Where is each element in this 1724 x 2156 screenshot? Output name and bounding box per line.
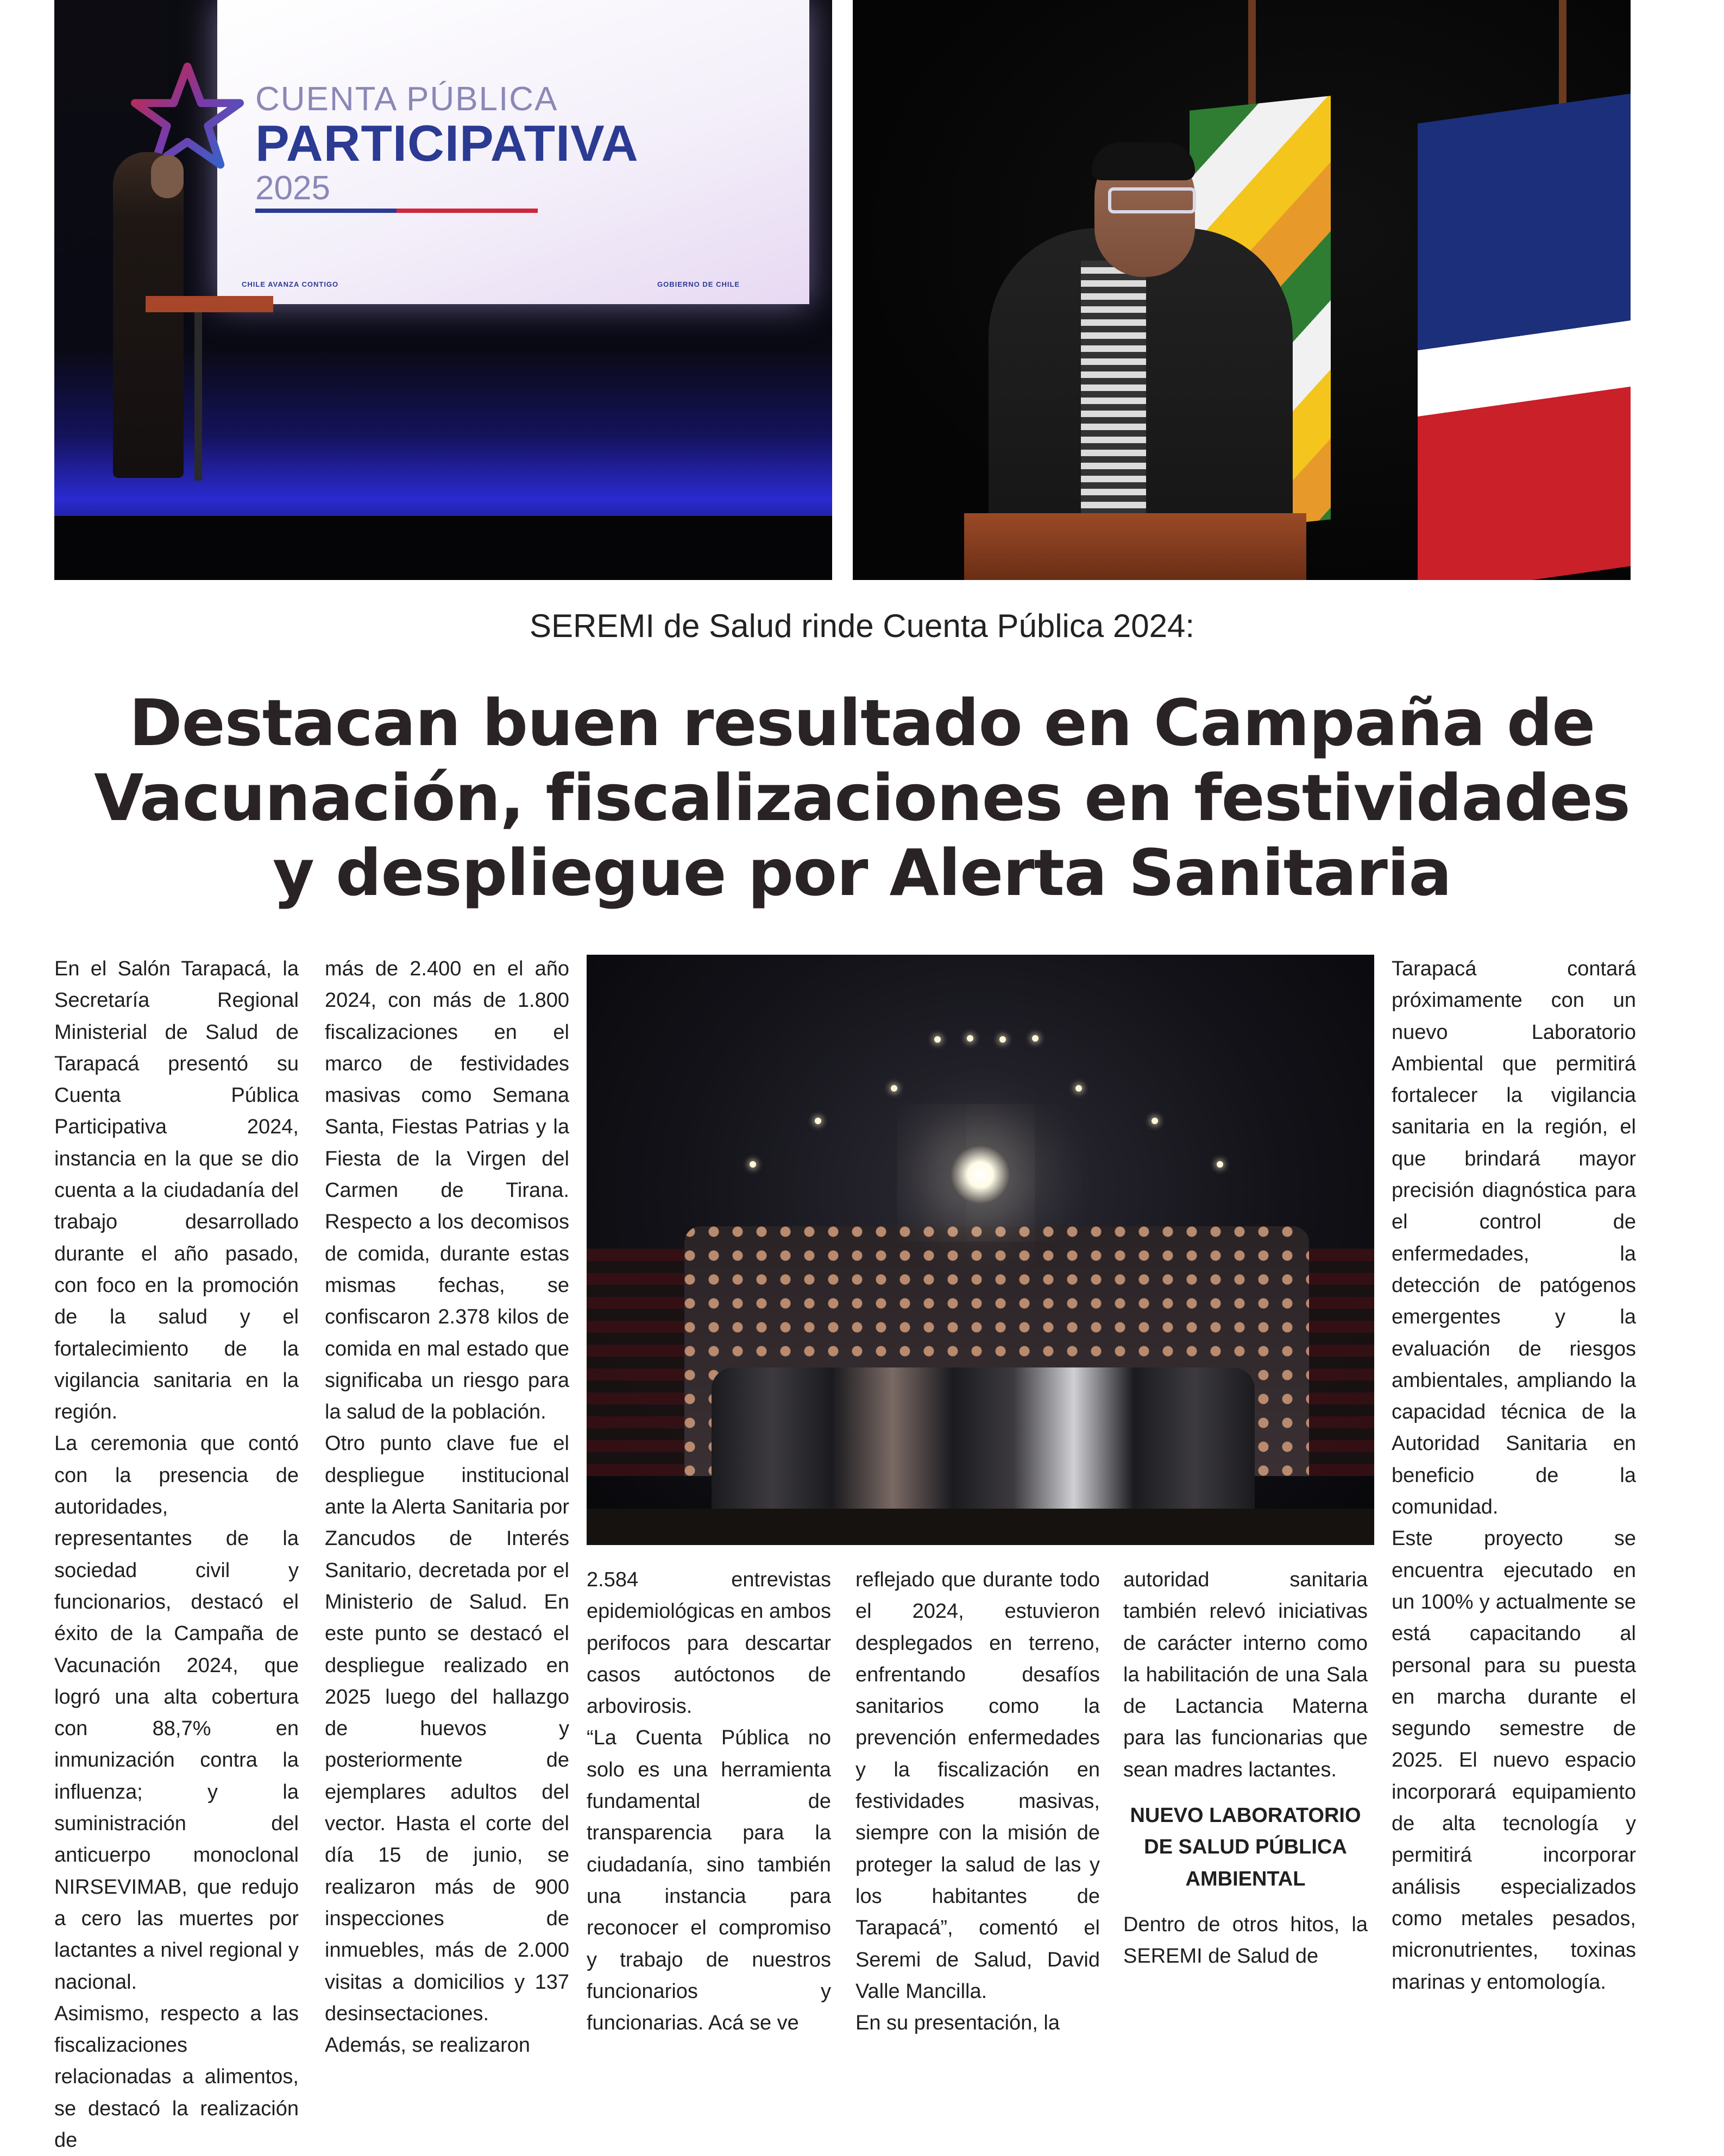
paragraph: En su presentación, la (855, 2012, 1060, 2035)
ceiling-light (750, 1161, 756, 1168)
article-column-1 (54, 953, 299, 2156)
ceiling-light (1075, 1085, 1082, 1092)
stage-floor (54, 516, 832, 580)
ceiling-light (815, 1118, 821, 1124)
paragraph: más de 2.400 en el año 2024, con más de 1.800 fiscalizaciones en el marco de festividades masivas como Semana Santa, Fiestas Patrias y la Fiesta de la Virgen del Carmen de Tirana. Respecto a los decomisos de comida, durante estas mismas fechas, se confiscaron 2.378 kilos de comida en mal estado que significaba un riesgo para la salud de la población. (325, 957, 569, 1424)
paragraph: Tarapacá contará próximamente con un nuevo Laboratorio Ambiental que permitirá fortalecer la vigilancia sanitaria en la región, el que brindará mayor precisión diagnóstica para el control de enfermedades, la detección de patógenos emergentes y la evaluación de riesgos ambientales, ampliando la capacidad técnica de la Autoridad Sanitaria en beneficio de la comunidad. (1392, 957, 1636, 1519)
screen-underline (255, 209, 538, 213)
screen-line3: 2025 (255, 169, 330, 207)
podium-stand (194, 312, 202, 481)
article-kicker: SEREMI de Salud rinde Cuenta Pública 2024: (529, 608, 1195, 644)
auditorium-floor (587, 1509, 1374, 1545)
screen-footer-left: CHILE AVANZA CONTIGO (242, 280, 339, 288)
paragraph: Este proyecto se encuentra ejecutado en un 100% y actualmente se está capacitando al personal para su puesta en marcha durante el segundo semestre de 2025. El nuevo espacio incorporará equipamiento de alta tecnología y permitirá incorporar análisis especializados como metales pesados, micronutrientes, toxinas marinas y entomología. (1392, 1527, 1636, 1994)
ceiling-light (891, 1085, 897, 1092)
ceiling-light (1032, 1035, 1039, 1042)
paragraph: 2.584 entrevistas epidemiológicas en ambos perifocos para descartar casos autóctonos de arbovirosis. (587, 1568, 831, 1718)
paragraph: Asimismo, respecto a las fiscalizaciones relacionadas a alimentos, se destacó la realización de (54, 2002, 299, 2152)
article-column-3 (587, 1564, 831, 2039)
screen-title (255, 81, 639, 206)
ceiling-light (1152, 1118, 1158, 1124)
paragraph: Otro punto clave fue el despliegue institucional ante la Alerta Sanitaria por Zancudos de Interés Sanitario, decretada por el Ministerio de Salud. En este punto se destacó el despliegue realizado en 2025 luego del hallazgo de huevos y posteriormente de ejemplares adultos del vector. Hasta el corte del día 15 de junio, se realizaron más de 900 inspecciones de inmuebles, más de 2.000 visitas a domicilios y 137 desinsectaciones. Además, se realizaron (325, 1432, 569, 2057)
wooden-podium (964, 513, 1306, 580)
podium (146, 296, 273, 312)
speaker-glasses (1108, 187, 1196, 213)
screen-footer-right: GOBIERNO DE CHILE (657, 280, 740, 288)
article-column-6 (1392, 953, 1636, 1998)
speaker-scarf (1081, 261, 1146, 521)
photo-speaker-stage (54, 0, 832, 580)
flag-pole-right (1559, 0, 1566, 109)
article-column-2 (325, 953, 569, 2061)
paragraph: La ceremonia que contó con la presencia de autoridades, representantes de la sociedad civil y funcionarios, destacó el éxito de la Campaña de Vacunación 2024, que logró una alta cobertura con 88,7% en inmunización contra la influenza; y la suministración del anticuerpo monoclonal NIRSEVIMAB, que redujo a cero las muertes por lactantes a nivel regional y nacional. (54, 1432, 299, 1994)
quote-paragraph: “La Cuenta Pública no solo es una herramienta fundamental de transparencia para la ciudadanía, sino también una instancia para reconocer el compromiso y trabajo de nuestros funcionarios y funcionarias. Acá se ve (587, 1726, 831, 2035)
speaker-hair (1092, 142, 1195, 180)
screen-line2: PARTICIPATIVA (255, 115, 639, 172)
ceiling-light (934, 1036, 941, 1043)
section-subhead: NUEVO LABORATORIO DE SALUD PÚBLICA AMBIENTAL (1130, 1804, 1361, 1890)
paragraph: autoridad sanitaria también relevó iniciativas de carácter interno como la habilitación de una Sala de Lactancia Materna para las funcionarias que sean madres lactantes. (1123, 1568, 1368, 1781)
photo-group-auditorium (587, 955, 1374, 1545)
ceiling-light (999, 1036, 1006, 1043)
chile-flag (1418, 93, 1631, 580)
paragraph: reflejado que durante todo el 2024, estuvieron desplegados en terreno, enfrentando desafíos sanitarios como la prevención enfermedades y la fiscalización en festividades masivas, siempre con la misión de proteger la salud de las y los habitantes de Tarapacá”, comentó el Seremi de Salud, David Valle Mancilla. (855, 1568, 1100, 2003)
screen-line1: CUENTA PÚBLICA (255, 80, 558, 118)
ceiling-light (967, 1035, 973, 1042)
article-headline: Destacan buen resultado en Campaña de Vacunación, fiscalizaciones en festividades y despliegue por Alerta Sanitaria (94, 685, 1630, 910)
paragraph: En el Salón Tarapacá, la Secretaría Regional Ministerial de Salud de Tarapacá presentó su Cuenta Pública Participativa 2024, instancia en la que se dio cuenta a la ciudadanía del trabajo desarrollado durante el año pasado, con foco en la promoción de la salud y el fortalecimiento de la vigilancia sanitaria en la región. (54, 957, 299, 1424)
stage-light-burst (951, 1145, 1010, 1205)
speaker-head (151, 155, 184, 198)
article-column-5 (1123, 1564, 1368, 1972)
photo-speaker-flags (853, 0, 1631, 580)
article-column-4 (855, 1564, 1100, 2039)
speaker-figure (113, 152, 184, 478)
ceiling-light (1217, 1161, 1223, 1168)
paragraph: Dentro de otros hitos, la SEREMI de Salud de (1123, 1913, 1368, 1968)
